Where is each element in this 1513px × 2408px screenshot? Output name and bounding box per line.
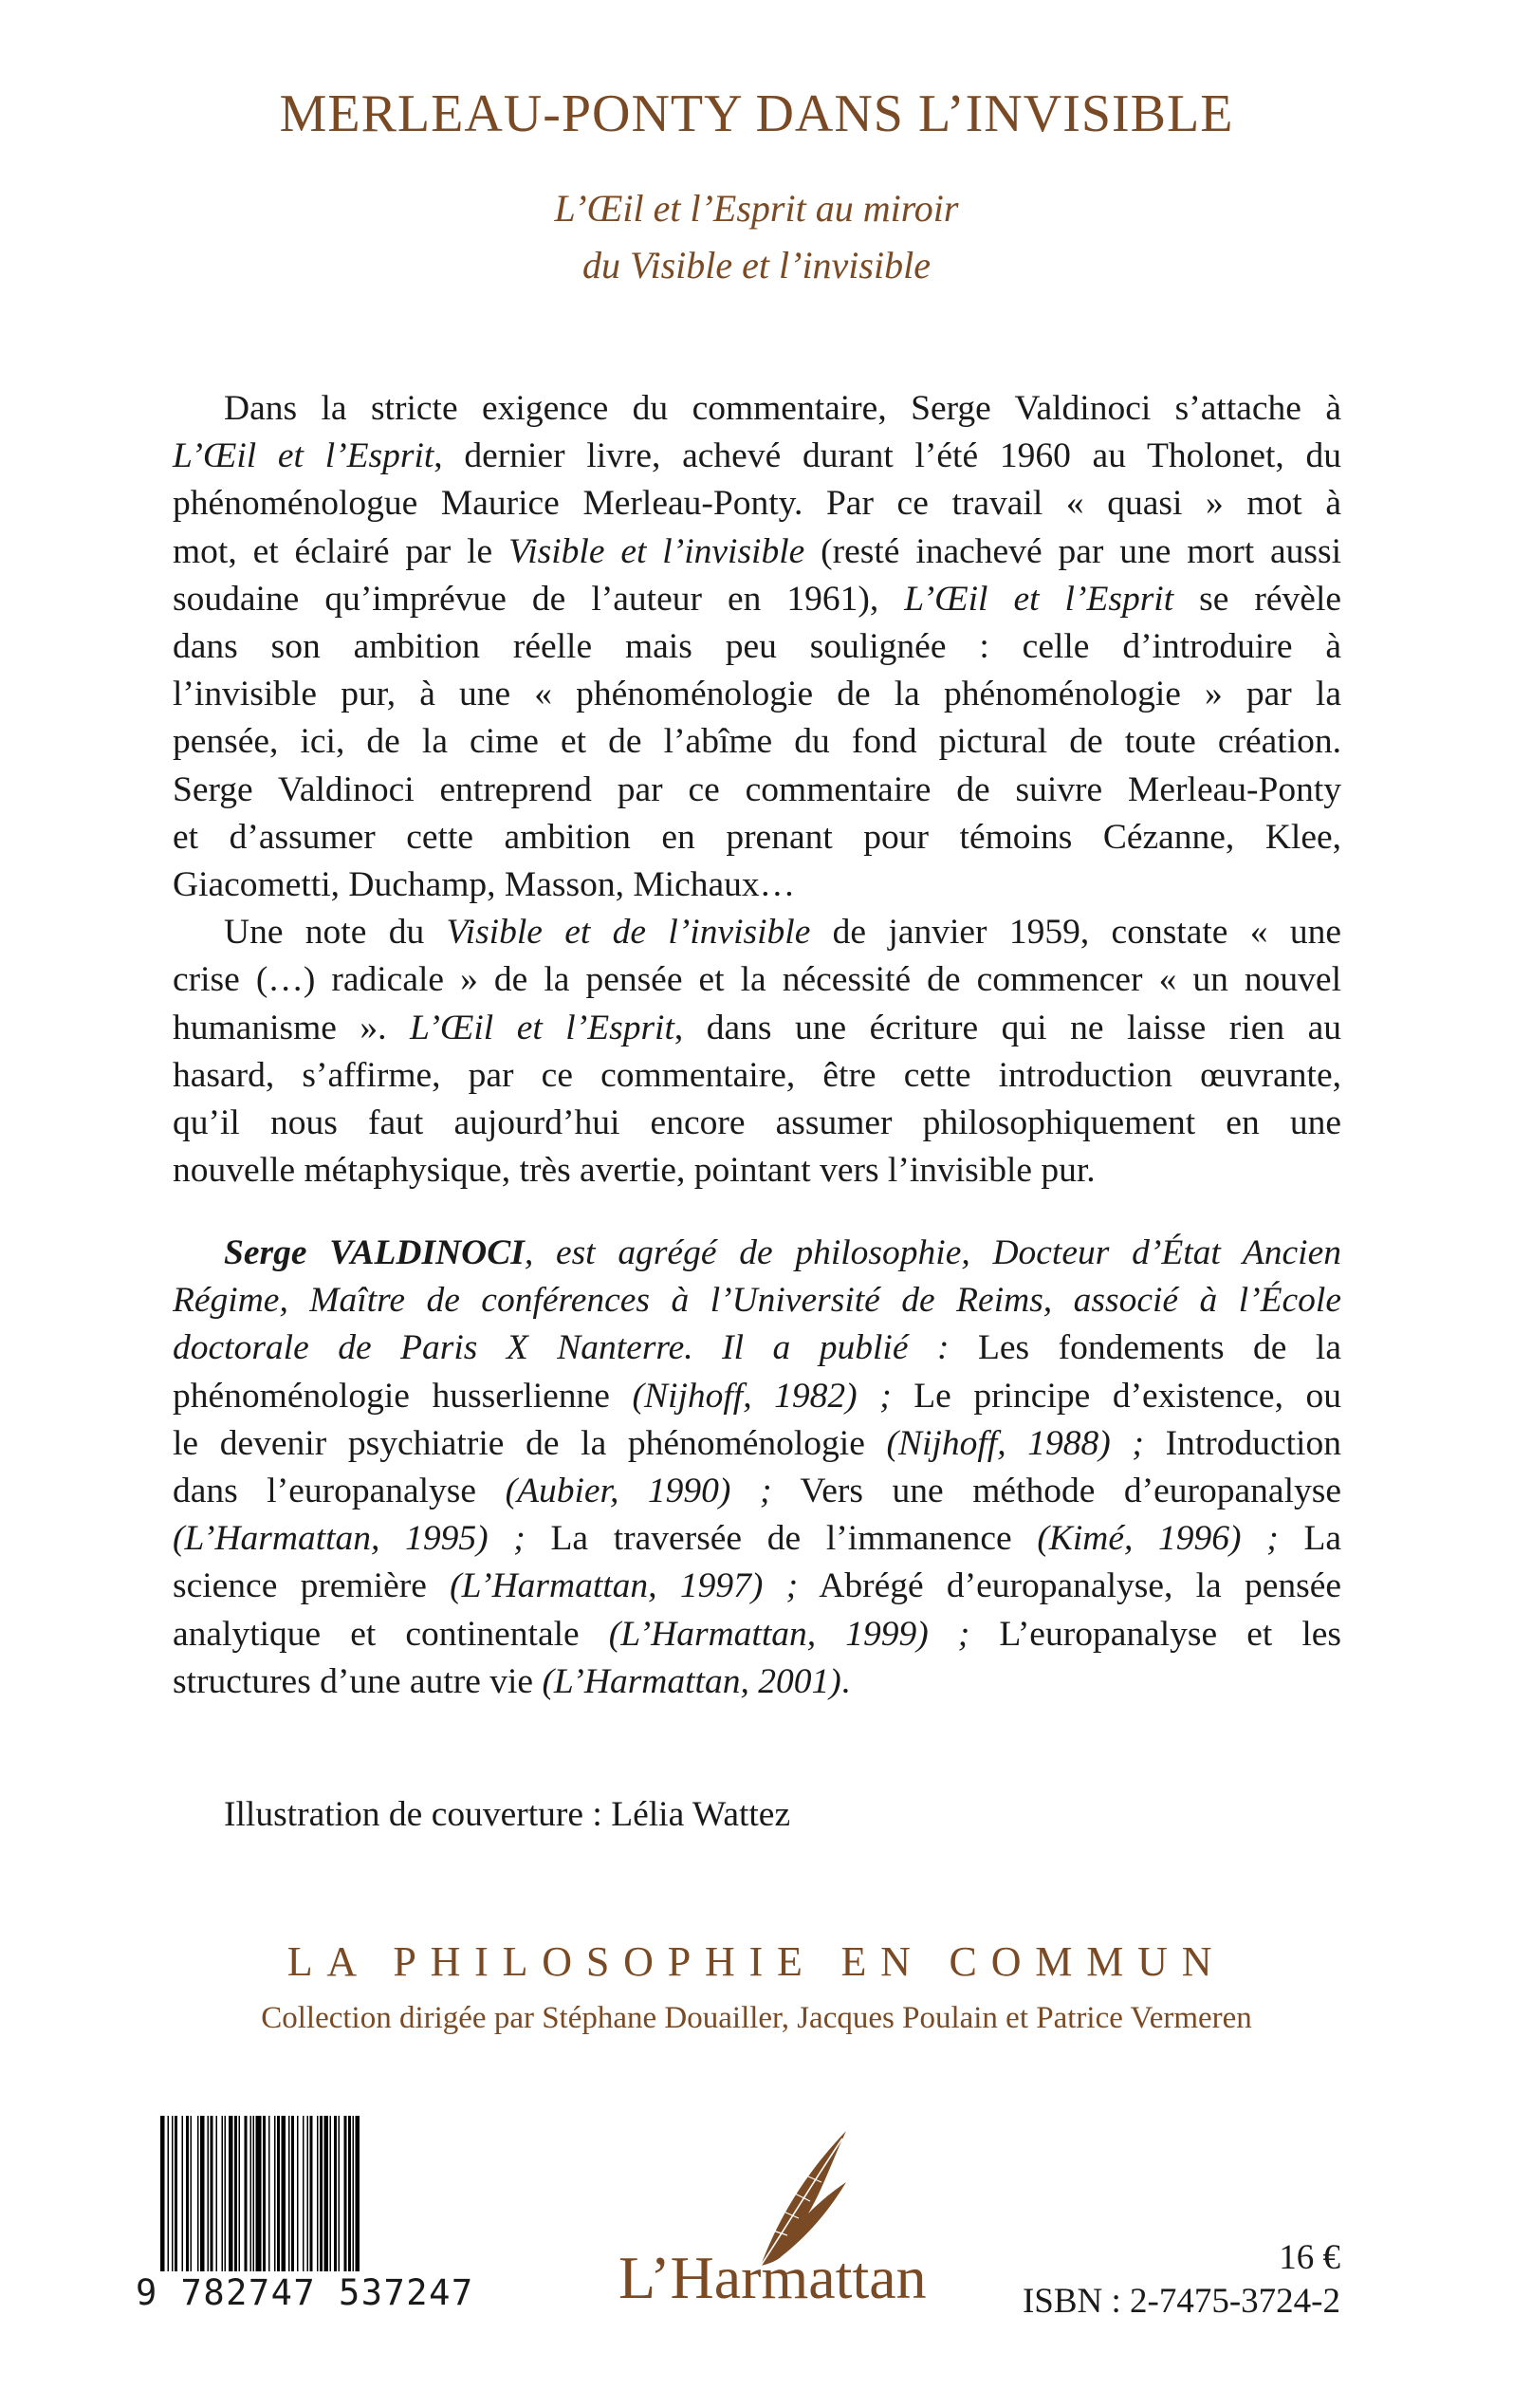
barcode-bar	[348, 2116, 351, 2271]
barcode-bar	[160, 2116, 165, 2271]
book-subtitle	[0, 180, 1513, 294]
text-line: humanisme ». L’Œil et l’Esprit, dans une écriture qui ne laisse rien au	[173, 1008, 1342, 1047]
barcode-bar	[288, 2116, 290, 2271]
text-line: mot, et éclairé par le Visible et l’invisible (resté inachevé par une mort aussi	[173, 531, 1342, 571]
text-line: science première (L’Harmattan, 1997) ; Abrégé d’europanalyse, la pensée	[173, 1566, 1341, 1606]
isbn-number: ISBN : 2-7475-3724-2	[1022, 2282, 1340, 2321]
barcode-bar	[239, 2116, 241, 2271]
barcode-bar	[263, 2116, 266, 2271]
text-line: l’invisible pur, à une « phénoménologie de la phénoménologie » par la	[173, 675, 1341, 714]
barcode-bar	[182, 2116, 184, 2271]
collection-name: LA PHILOSOPHIE EN COMMUN	[286, 1938, 1227, 1985]
text-line: phénoménologue Maurice Merleau-Ponty. Par ce travail « quasi » mot à	[173, 484, 1341, 524]
barcode-bar	[197, 2116, 199, 2271]
subtitle-line-2: du Visible et l’invisible	[582, 244, 931, 287]
barcode-bar	[208, 2116, 210, 2271]
barcode-digits: 9 782747 537247	[136, 2272, 474, 2313]
barcode-bar	[225, 2116, 227, 2271]
barcode-bar	[320, 2116, 323, 2271]
barcode-bar	[339, 2116, 341, 2271]
barcode-bar	[356, 2116, 360, 2271]
barcode-bar	[168, 2116, 170, 2271]
text-line: Serge VALDINOCI, est agrégé de philosophie, Docteur d’État Ancien	[224, 1233, 1341, 1272]
barcode-bar	[234, 2116, 237, 2271]
text-line: dans son ambition réelle mais peu soulignée : celle d’introduire à	[173, 627, 1341, 667]
author-bio	[173, 1230, 1341, 1706]
barcode-bar	[172, 2116, 174, 2271]
text-line: le devenir psychiatrie de la phénoménologie (Nijhoff, 1988) ; Introduction	[173, 1423, 1341, 1463]
publisher-name: L’Harmattan	[618, 2244, 927, 2311]
subtitle-line-1: L’Œil et l’Esprit au miroir	[554, 187, 959, 230]
text-line: et d’assumer cette ambition en prenant pour témoins Cézanne, Klee,	[173, 817, 1341, 857]
barcode-bar	[222, 2116, 224, 2271]
barcode-bar	[191, 2116, 193, 2271]
barcode-bar	[229, 2116, 233, 2271]
barcode-bar	[268, 2116, 270, 2271]
barcode-bar	[250, 2116, 252, 2271]
barcode-bar	[274, 2116, 276, 2271]
barcode-bar	[297, 2116, 299, 2271]
barcode-bar	[211, 2116, 213, 2271]
book-title: MERLEAU-PONTY DANS L’INVISIBLE	[279, 84, 1234, 143]
barcode-bar	[303, 2116, 304, 2271]
collection-directors: Collection dirigée par Stéphane Douailler, Jacques Poulain et Patrice Vermeren	[261, 2001, 1252, 2035]
isbn-barcode	[136, 2114, 547, 2273]
barcode-bar	[186, 2116, 189, 2271]
text-line: L’Œil et l’Esprit, dernier livre, achevé durant l’été 1960 au Tholonet, du	[173, 436, 1341, 476]
barcode-bar	[353, 2116, 355, 2271]
book-description	[173, 385, 1341, 1195]
publisher-logo	[618, 2123, 952, 2313]
text-line: crise (…) radicale » de la pensée et la nécessité de commencer « un nouvel	[173, 960, 1341, 1000]
barcode-bar	[245, 2116, 248, 2271]
text-line: pensée, ici, de la cime et de l’abîme du fond pictural de toute création.	[173, 722, 1341, 762]
text-line: Giacometti, Duchamp, Masson, Michaux…	[173, 865, 796, 905]
barcode-bar	[277, 2116, 280, 2271]
barcode-bar	[282, 2116, 286, 2271]
barcode-bar	[324, 2116, 329, 2271]
text-line: (L’Harmattan, 1995) ; La traversée de l’immanence (Kimé, 1996) ; La	[173, 1519, 1341, 1559]
text-line: doctorale de Paris X Nanterre. Il a publié : Les fondements de la	[173, 1328, 1341, 1368]
price: 16 €	[1279, 2238, 1340, 2277]
text-line: phénoménologie husserlienne (Nijhoff, 1982) ; Le principe d’existence, ou	[173, 1376, 1342, 1416]
text-line: Une note du Visible et de l’invisible de janvier 1959, constate « une	[224, 913, 1341, 953]
text-line: dans l’europanalyse (Aubier, 1990) ; Vers une méthode d’europanalyse	[173, 1472, 1341, 1511]
barcode-bar	[256, 2116, 262, 2271]
text-line: Serge Valdinoci entreprend par ce commentaire de suivre Merleau-Ponty	[173, 769, 1341, 809]
barcode-bar	[253, 2116, 255, 2271]
description-paragraph-2	[173, 909, 1341, 1195]
illustration-credit: Illustration de couverture : Lélia Wattez	[224, 1795, 791, 1834]
barcode-bar	[307, 2116, 309, 2271]
barcode-bar	[200, 2116, 205, 2271]
barcode-bar	[216, 2116, 218, 2271]
barcode-bar	[317, 2116, 319, 2271]
text-line: Régime, Maître de conférences à l’Université de Reims, associé à l’École	[173, 1281, 1341, 1321]
text-line: hasard, s’affirme, par ce commentaire, être cette introduction œuvrante,	[173, 1055, 1341, 1095]
barcode-bar	[291, 2116, 294, 2271]
text-line: soudaine qu’imprévue de l’auteur en 1961), L’Œil et l’Esprit se révèle	[173, 579, 1342, 619]
text-line: qu’il nous faut aujourd’hui encore assumer philosophiquement en une	[173, 1103, 1341, 1143]
text-line: Dans la stricte exigence du commentaire, Serge Valdinoci s’attache à	[224, 389, 1341, 428]
barcode-bar	[334, 2116, 337, 2271]
barcode-graphic	[136, 2114, 547, 2273]
text-line: analytique et continentale (L’Harmattan, 1999) ; L’europanalyse et les	[173, 1614, 1342, 1654]
barcode-bar	[175, 2116, 177, 2271]
text-line: nouvelle métaphysique, très avertie, pointant vers l’invisible pur.	[173, 1151, 1096, 1191]
text-line: structures d’une autre vie (L’Harmattan, 2001).	[173, 1661, 851, 1701]
description-paragraph-1	[173, 385, 1341, 909]
barcode-bar	[344, 2116, 347, 2271]
barcode-bar	[330, 2116, 332, 2271]
barcode-bar	[310, 2116, 313, 2271]
